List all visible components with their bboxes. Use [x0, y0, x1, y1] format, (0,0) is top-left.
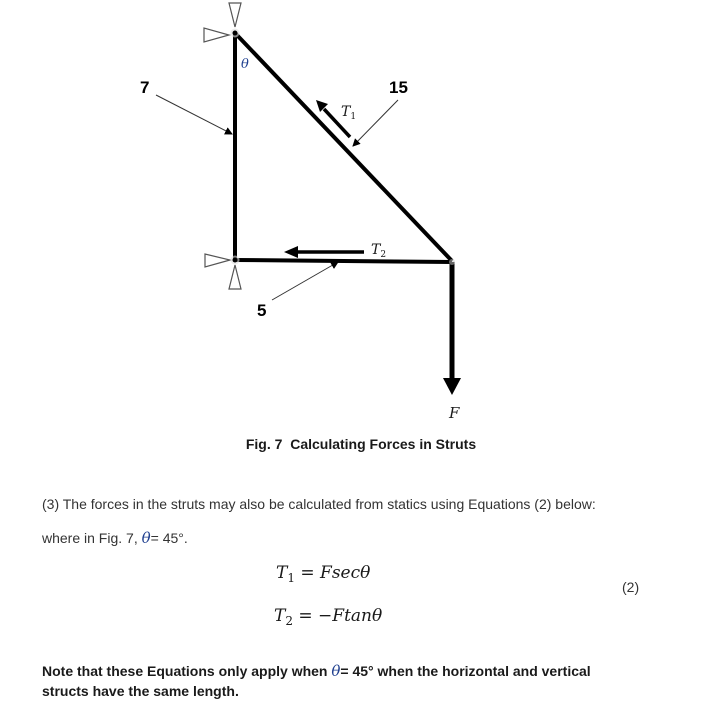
- top-pin-support-icon: [204, 3, 241, 42]
- paragraph-line-2: where in Fig. 7, θ= 45°.: [42, 529, 188, 547]
- callout-15: [353, 78, 408, 146]
- equation-T1: $T_1 = Fsec\theta$: [276, 563, 371, 585]
- T2-force-arrow: [284, 246, 364, 258]
- figure-caption: [0, 436, 722, 452]
- load-arrow-F: [443, 262, 461, 395]
- equation-number: (2): [622, 579, 640, 595]
- note-line-1: Note that these Equations only apply when θ= 45° when the horizontal and vertical: [42, 662, 591, 680]
- theta-symbol: θ: [331, 662, 341, 680]
- callout-5: [257, 262, 338, 320]
- paragraph-line-1: (3) The forces in the struts may also be calculated from statics using Equations (2) below:: [42, 496, 596, 512]
- svg-text:7: 7: [140, 78, 150, 97]
- diagonal-strut: [235, 33, 452, 261]
- caption-prefix: Fig. 7: [245, 436, 283, 452]
- T2-label: $T_2$: [371, 242, 387, 260]
- svg-text:5: 5: [257, 301, 267, 320]
- callout-7: [140, 78, 232, 134]
- theta-symbol: θ: [141, 529, 151, 547]
- bottom-pin-support-icon: [205, 254, 241, 289]
- svg-text:15: 15: [389, 78, 408, 97]
- note-line-2: structs have the same length.: [42, 683, 239, 699]
- horizontal-strut: [235, 260, 452, 262]
- right-joint: [449, 259, 455, 265]
- F-label: F: [449, 404, 460, 422]
- equation-T2: $T_2 = -Ftan\theta$: [274, 606, 383, 628]
- caption-text: Calculating Forces in Struts: [290, 436, 477, 452]
- theta-label: θ: [241, 57, 249, 72]
- T1-label: $T_1$: [341, 104, 357, 122]
